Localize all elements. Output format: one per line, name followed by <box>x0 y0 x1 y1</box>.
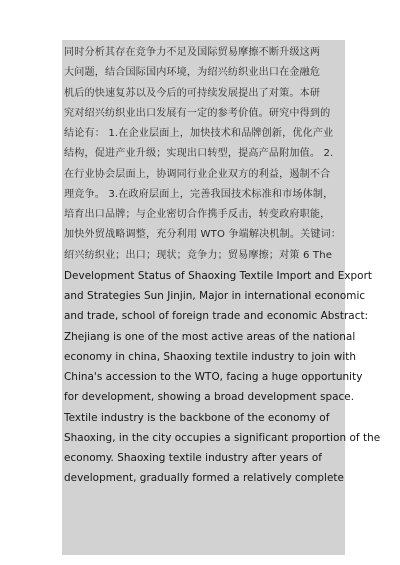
text-line: Textile industry is the backbone of the economy of <box>64 411 330 424</box>
text-line: 大问题，结合国际国内环境，为绍兴纺织业出口在金融危 <box>64 67 321 79</box>
text-line: development, gradually formed a relatively complete <box>64 472 344 485</box>
text-line: Zhejiang is one of the most active areas of the national <box>64 330 356 343</box>
text-line: 绍兴纺织业；出口；现状；竞争力；贸易摩擦；对策 6 The <box>64 249 333 261</box>
text-line: 机后的快速复苏以及今后的可持续发展提出了对策。本研 <box>64 87 321 99</box>
text-line: 同时分析其存在竞争力不足及国际贸易摩擦不断升级这两 <box>64 47 321 58</box>
text-line: 结构，促进产业升级；实现出口转型，提高产品附加值。 2. <box>64 148 334 160</box>
text-line: and trade, school of foreign trade and economic Abstract: <box>64 310 369 323</box>
text-line: 在行业协会层面上，协调同行业企业双方的利益，遏制不合 <box>64 168 331 180</box>
text-line: 究对绍兴纺织业出口发展有一定的参考价值。研究中得到的 <box>64 107 331 119</box>
text-line: 结论有： 1.在企业层面上，加快技术和品牌创新，优化产业 <box>64 128 334 139</box>
text-line: economy. Shaoxing textile industry after years of <box>64 452 322 464</box>
text-line: 培育出口品牌；与企业密切合作携手反击，转变政府职能， <box>64 209 331 220</box>
text-line: Shaoxing, in the city occupies a significant proportion of the <box>64 431 381 444</box>
text-line: and Strategies Sun Jinjin, Major in international economic <box>64 290 366 302</box>
text-line: for development, showing a broad development space. <box>64 391 355 404</box>
text-line: China's accession to the WTO, facing a huge opportunity <box>64 371 363 383</box>
text-line: 理竞争。 3.在政府层面上，完善我国技术标准和市场体制， <box>64 188 334 200</box>
text-line: economy in china, Shaoxing textile industry to join with <box>64 350 357 363</box>
text-line: Development Status of Shaoxing Textile Import and Export <box>64 269 373 282</box>
document-text-block <box>62 40 381 555</box>
text-line: 加快外贸战略调整，充分利用 WTO 争端解决机制。关键词： <box>64 229 342 241</box>
